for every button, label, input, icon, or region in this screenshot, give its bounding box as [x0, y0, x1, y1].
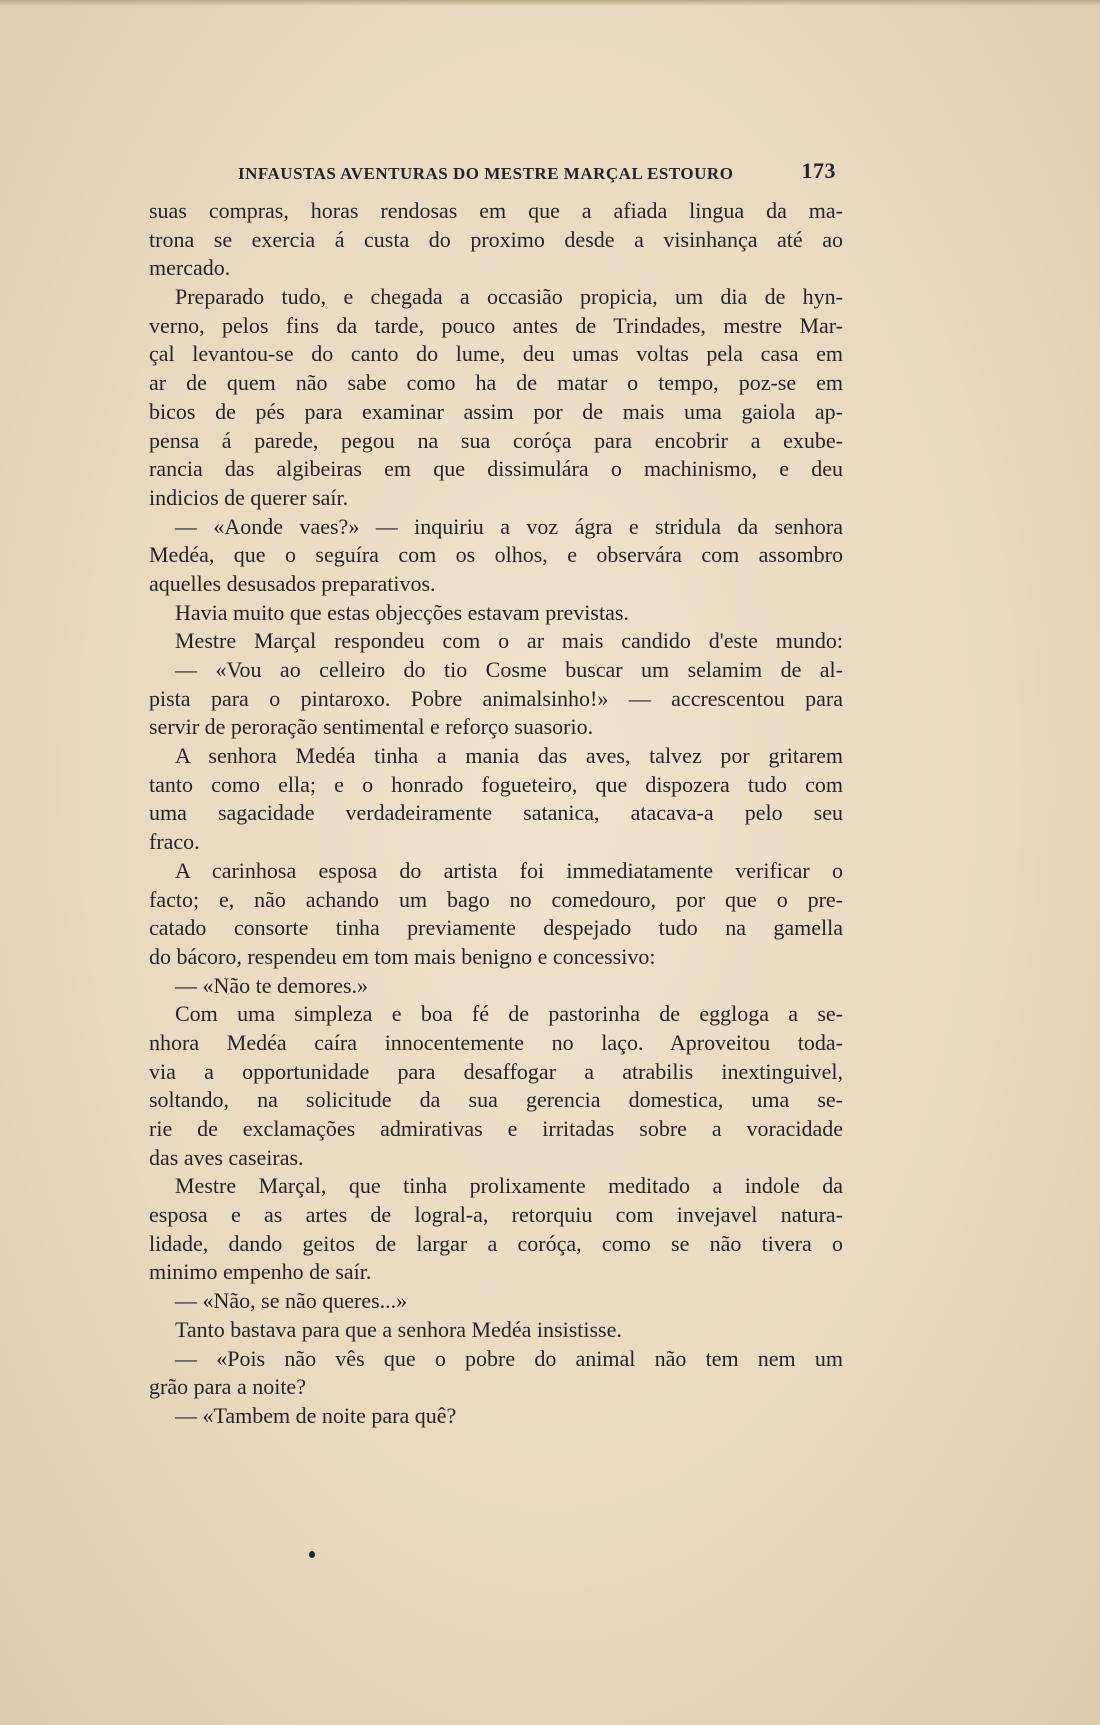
text-line: rie de exclamações admirativas e irritadas sobre a voracidade: [149, 1116, 843, 1141]
text-line: trona se exercia á custa do proximo desde a visinhança até ao: [149, 226, 843, 252]
text-line: tanto como ella; e o honrado fogueteiro, que dispozera tudo com: [149, 771, 843, 797]
text-line: catado consorte tinha previamente despejado tudo na gamella: [149, 915, 843, 941]
running-title: INFAUSTAS AVENTURAS DO MESTRE MARÇAL ESTOURO: [238, 164, 734, 183]
text-line: verno, pelos fins da tarde, pouco antes de Trindades, mestre Mar-: [149, 312, 843, 338]
text-line: — «Pois não vês que o pobre do animal não tem nem um: [175, 1345, 843, 1371]
text-line: çal levantou-se do canto do lume, deu umas voltas pela casa em: [149, 341, 843, 367]
text-line: Com uma simpleza e boa fé de pastorinha de eggloga a se-: [175, 1001, 843, 1027]
text-line: Mestre Marçal, que tinha prolixamente meditado a indole da: [175, 1173, 843, 1199]
text-line: via a opportunidade para desaffogar a atrabilis inextinguivel,: [149, 1058, 843, 1084]
text-line: fraco.: [149, 829, 200, 855]
text-line: nhora Medéa caíra innocentemente no laço. Aproveitou toda-: [149, 1029, 843, 1055]
text-line: suas compras, horas rendosas em que a afiada lingua da ma-: [149, 198, 843, 223]
text-line: pensa á parede, pegou na sua coróça para encobrir a exube-: [149, 427, 843, 453]
running-header: [238, 158, 838, 188]
ink-speck: [309, 1551, 315, 1558]
text-line: lidade, dando geitos de largar a coróça, como se não tivera o: [149, 1230, 843, 1256]
text-line: bicos de pés para examinar assim por de mais uma gaiola ap-: [149, 398, 843, 424]
text-line: — «Não te demores.»: [175, 972, 369, 998]
text-line: — «Não, se não queres...»: [175, 1288, 408, 1314]
text-line: grão para a noite?: [149, 1374, 306, 1400]
text-line: esposa e as artes de logral-a, retorquiu com invejavel natura-: [149, 1202, 843, 1228]
text-line: pista para o pintaroxo. Pobre animalsinho!» — accrescentou para: [149, 685, 843, 711]
text-line: Havia muito que estas objecções estavam previstas.: [175, 599, 629, 625]
text-line: facto; e, não achando um bago no comedouro, por que o pre-: [149, 886, 843, 912]
text-line: Preparado tudo, e chegada a occasião propicia, um dia de hyn-: [175, 284, 843, 310]
text-line: do bácoro, respendeu em tom mais benigno e concessivo:: [149, 943, 656, 969]
text-line: soltando, na solicitude da sua gerencia domestica, uma se-: [149, 1087, 843, 1113]
text-line: uma sagacidade verdadeiramente satanica, atacava-a pelo seu: [149, 800, 843, 826]
text-line: Medéa, que o seguíra com os olhos, e observára com assombro: [149, 542, 843, 568]
page-number: 173: [801, 158, 836, 183]
text-line: servir de peroração sentimental e reforço suasorio.: [149, 714, 594, 740]
text-line: — «Vou ao celleiro do tio Cosme buscar um selamim de al-: [175, 657, 843, 682]
text-line: — «Aonde vaes?» — inquiriu a voz ágra e stridula da senhora: [175, 513, 843, 539]
text-line: A carinhosa esposa do artista foi immediatamente verificar o: [175, 857, 843, 883]
text-line: — «Tambem de noite para quê?: [175, 1402, 457, 1428]
body-text: [149, 197, 843, 1431]
text-line: minimo empenho de saír.: [149, 1259, 372, 1285]
text-line: ar de quem não sabe como ha de matar o tempo, poz-se em: [149, 370, 843, 396]
text-line: Tanto bastava para que a senhora Medéa insistisse.: [175, 1316, 622, 1342]
text-line: rancia das algibeiras em que dissimulára o machinismo, e deu: [149, 456, 843, 482]
text-line: aquelles desusados preparativos.: [149, 570, 436, 596]
text-line: mercado.: [149, 255, 231, 281]
text-line: indicios de querer saír.: [149, 484, 349, 510]
text-line: Mestre Marçal respondeu com o ar mais candido d'este mundo:: [175, 628, 843, 654]
text-line: das aves caseiras.: [149, 1144, 304, 1170]
text-line: A senhora Medéa tinha a mania das aves, talvez por gritarem: [175, 743, 843, 769]
